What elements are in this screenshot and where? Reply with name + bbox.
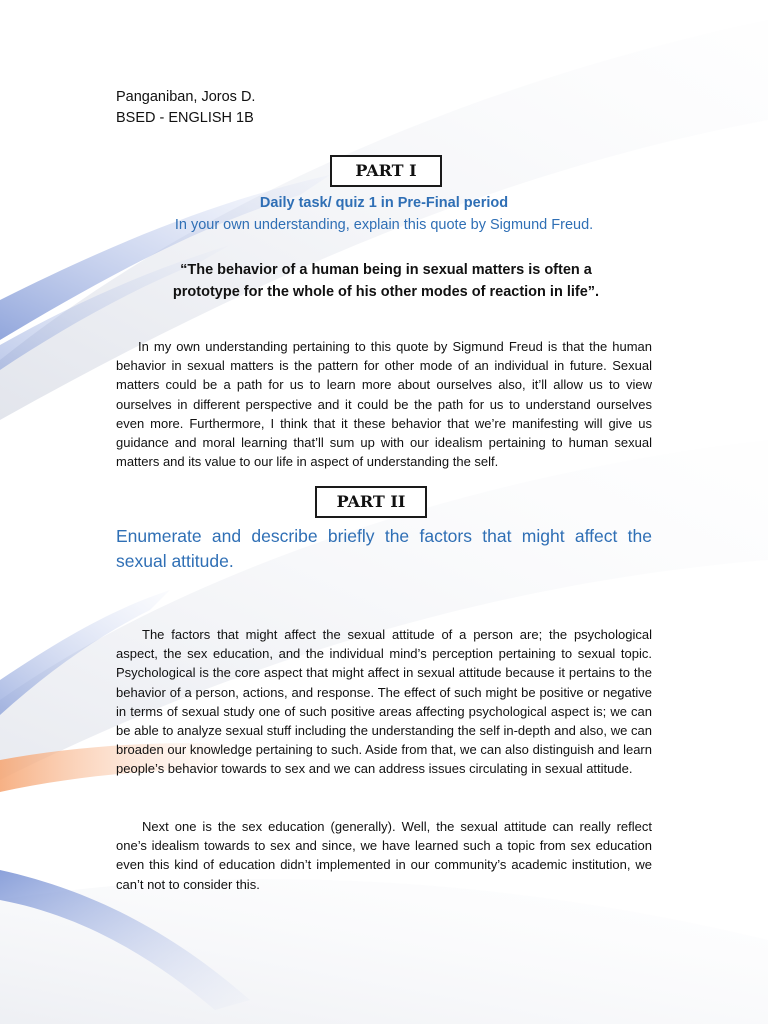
- part1-heading: PART I: [330, 155, 442, 187]
- author-course: BSED - ENGLISH 1B: [116, 110, 254, 126]
- part2-answer-paragraph-2: Next one is the sex education (generally). Well, the sexual attitude can really reflect one’s idealism towards to sex and since, we have learned such a topic from sex education even this kind of education didn’t implemented in our community’s academic institution, we can’t not to consider this.: [116, 819, 652, 892]
- author-name: Panganiban, Joros D.: [116, 89, 256, 105]
- author-block: [116, 87, 255, 129]
- part2-heading: PART II: [315, 486, 427, 518]
- grey-swoosh-low: [0, 879, 768, 1024]
- part2-question: Enumerate and describe briefly the factors that might affect the sexual attitude.: [116, 526, 652, 571]
- freud-quote: “The behavior of a human being in sexual matters is often a prototype for the whole of his other modes of reaction in life”.: [172, 262, 600, 300]
- part1-answer: In my own understanding pertaining to this quote by Sigmund Freud is that the human behavior in sexual matters is the pattern for other mode of an individual in future. Sexual matters could be a path for us to learn more about ourselves also, it’ll allow us to view ourselves in different perspective and it could be the path for us to understand ourselves even more. Furthermore, I think that it these behavior that we’re manifesting will give us guidance and moral learning that’ll sum up with our idealism pertaining to human sexual matters and its value to our life in aspect of understanding the self.: [116, 339, 652, 470]
- task-title: Daily task/ quiz 1 in Pre-Final period: [259, 195, 509, 211]
- part2-answer-paragraph-1: The factors that might affect the sexual attitude of a person are; the psychological aspect, the sex education, and the individual mind’s perception pertaining to sexual topic. Psychological is the core aspect that might affect in sexual attitude because it pertains to the behavior of a person, actions, and response. The effect of such might be positive or negative in terms of sexual study one of such positive areas affecting psychological aspect is; we can be able to analyze sexual stuff including the understanding the self in-depth and also, we can broaden our knowledge pertaining to such. Aside from that, we can also distinguish and learn people’s behavior towards to sex and we can address issues circulating in sexual attitude.: [116, 627, 652, 777]
- task-instruction: In your own understanding, explain this quote by Sigmund Freud.: [174, 217, 594, 233]
